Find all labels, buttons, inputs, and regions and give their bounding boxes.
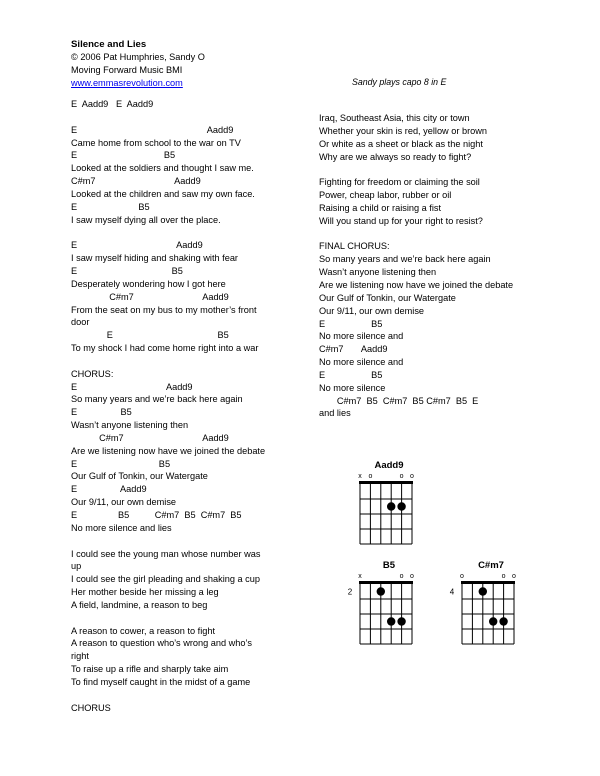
capo-note: Sandy plays capo 8 in E — [352, 77, 447, 87]
lyric-line: Will you stand up for your right to resist? — [319, 215, 483, 226]
lyric-line: Looked at the soldiers and thought I saw me. — [71, 163, 254, 174]
finger-dot — [397, 617, 405, 625]
lyric-line: E Aadd9 — [71, 240, 203, 251]
string-marker: o — [501, 573, 506, 580]
lyric-line — [71, 226, 265, 239]
lyric-line: Fighting for freedom or claiming the soil — [319, 177, 480, 188]
lyric-line: and lies — [319, 408, 351, 419]
lyric-line: Our Gulf of Tonkin, our Watergate — [71, 471, 208, 482]
lyric-line: Desperately wondering how I got here — [71, 278, 226, 289]
string-marker: o — [410, 473, 414, 480]
lyric-line: E Aadd9 — [71, 484, 147, 495]
lyric-line: Iraq, Southeast Asia, this city or town — [319, 113, 470, 123]
lyric-line: So many years and we’re back here again — [319, 254, 491, 265]
lyric-line: Looked at the children and saw my own face. — [71, 188, 255, 199]
lyric-line: E B5 — [71, 150, 176, 161]
lyric-line: Wasn’t anyone listening then — [71, 420, 189, 431]
lyric-line: No more silence and — [319, 357, 404, 368]
lyric-line: E B5 — [71, 330, 229, 341]
lyric-line — [71, 355, 265, 368]
chord-name: Aadd9 — [374, 460, 404, 471]
string-marker: o — [410, 573, 414, 580]
lyric-line: E B5 — [71, 265, 183, 276]
song-title: Silence and Lies — [71, 39, 147, 50]
lyric-line: No more silence and — [319, 331, 404, 342]
finger-dot — [377, 587, 385, 595]
lyric-line: CHORUS — [71, 702, 111, 713]
chord-nut — [359, 481, 413, 484]
publisher-line: Moving Forward Music BMI — [71, 65, 183, 75]
lyric-line: right — [71, 651, 89, 662]
lyric-line: I saw myself hiding and shaking with fear — [71, 253, 238, 264]
finger-dot — [479, 587, 487, 595]
lyric-line: E Aadd9 — [71, 124, 234, 135]
string-marker: o — [368, 473, 373, 480]
finger-dot — [489, 617, 497, 625]
lyric-line: CHORUS: — [71, 368, 114, 379]
lyric-line: I saw myself dying all over the place. — [71, 214, 221, 225]
lyric-line: E B5 — [319, 369, 383, 380]
lyric-line: C#m7 Aadd9 — [71, 176, 201, 187]
string-marker: o — [512, 573, 516, 580]
string-marker: x — [358, 473, 362, 480]
lyric-line: E Aadd9 — [71, 381, 193, 392]
lyric-line — [71, 111, 265, 124]
lyric-line: C#m7 Aadd9 — [71, 432, 229, 443]
lyric-line: Power, cheap labor, rubber or oil — [319, 190, 452, 201]
finger-dot — [499, 617, 507, 625]
lyric-line: C#m7 Aadd9 — [319, 344, 388, 355]
lyric-line: A reason to question who’s wrong and who’s — [71, 638, 252, 649]
lyric-line: C#m7 B5 C#m7 B5 C#m7 B5 E — [319, 395, 479, 406]
chord-nut — [359, 581, 413, 584]
chord-name: C#m7 — [478, 560, 504, 571]
fret-label: 2 — [347, 587, 353, 597]
chord-nut — [461, 581, 515, 584]
finger-dot — [397, 502, 405, 510]
lyric-line: Came home from school to the war on TV — [71, 137, 241, 148]
lyric-line: Raising a child or raising a fist — [319, 202, 442, 213]
lyric-line: Are we listening now have we joined the debate — [319, 279, 514, 290]
chord-name: B5 — [382, 560, 396, 571]
lyric-line: Her mother beside her missing a leg — [71, 587, 219, 598]
string-marker: o — [399, 573, 404, 580]
lyric-line: door — [71, 317, 90, 328]
chord-diagram-b5 — [348, 560, 414, 644]
string-marker: o — [460, 573, 464, 580]
string-marker: o — [399, 473, 404, 480]
lyric-line — [319, 163, 513, 176]
lyric-line: Whether your skin is red, yellow or brown — [319, 125, 487, 136]
lyric-line: I could see the young man whose number was — [71, 548, 261, 559]
finger-dot — [387, 617, 395, 625]
lyric-line — [71, 535, 265, 548]
lyric-line: A reason to cower, a reason to fight — [71, 625, 216, 636]
lyric-line: Why are we always so ready to fight? — [319, 151, 472, 162]
lyric-line: Or white as a sheet or black as the night — [319, 138, 483, 149]
finger-dot — [387, 502, 395, 510]
copyright-line: © 2006 Pat Humphries, Sandy O — [71, 52, 205, 62]
lyric-line: Wasn’t anyone listening then — [319, 267, 437, 278]
lyric-line: E B5 C#m7 B5 C#m7 B5 — [71, 510, 242, 520]
left-lyrics-column — [71, 98, 265, 715]
string-marker: x — [358, 573, 362, 580]
lyric-line — [71, 689, 265, 702]
lyric-line: To raise up a rifle and sharply take aim — [71, 664, 229, 675]
chord-diagram-csharpm7 — [450, 560, 516, 644]
lyric-line: FINAL CHORUS: — [319, 241, 390, 252]
lyric-line: To my shock I had come home right into a war — [71, 343, 259, 354]
chord-diagram-aadd9 — [358, 460, 414, 544]
lyric-line: C#m7 Aadd9 — [71, 291, 229, 302]
lyric-line — [319, 228, 513, 241]
lyric-line: So many years and we’re back here again — [71, 394, 243, 405]
website-link[interactable]: www.emmasrevolution.com — [71, 78, 183, 88]
lyric-line: up — [71, 561, 82, 572]
lyric-line: Are we listening now have we joined the debate — [71, 445, 266, 456]
lyric-line: To find myself caught in the midst of a game — [71, 676, 251, 687]
lyric-line: E B5 — [71, 407, 132, 418]
lyric-line: E B5 — [319, 318, 383, 329]
lyric-line: E B5 — [71, 458, 171, 469]
song-header — [71, 38, 205, 90]
lyric-line: Our 9/11, our own demise — [71, 497, 177, 508]
fret-label: 4 — [449, 587, 455, 597]
lyric-line: No more silence and lies — [71, 522, 172, 533]
lyric-line: Our 9/11, our own demise — [319, 305, 425, 316]
lyric-line: A field, landmine, a reason to beg — [71, 599, 208, 610]
lyric-line: From the seat on my bus to my mother’s front — [71, 304, 257, 315]
lyric-line — [71, 612, 265, 625]
lyric-line: No more silence — [319, 382, 386, 393]
lyric-line: E B5 — [71, 201, 150, 212]
right-lyrics-column — [319, 112, 513, 420]
lyric-line: E Aadd9 E Aadd9 — [71, 99, 154, 109]
lyric-line: I could see the girl pleading and shaking a cup — [71, 574, 260, 585]
lyric-line: Our Gulf of Tonkin, our Watergate — [319, 292, 456, 303]
